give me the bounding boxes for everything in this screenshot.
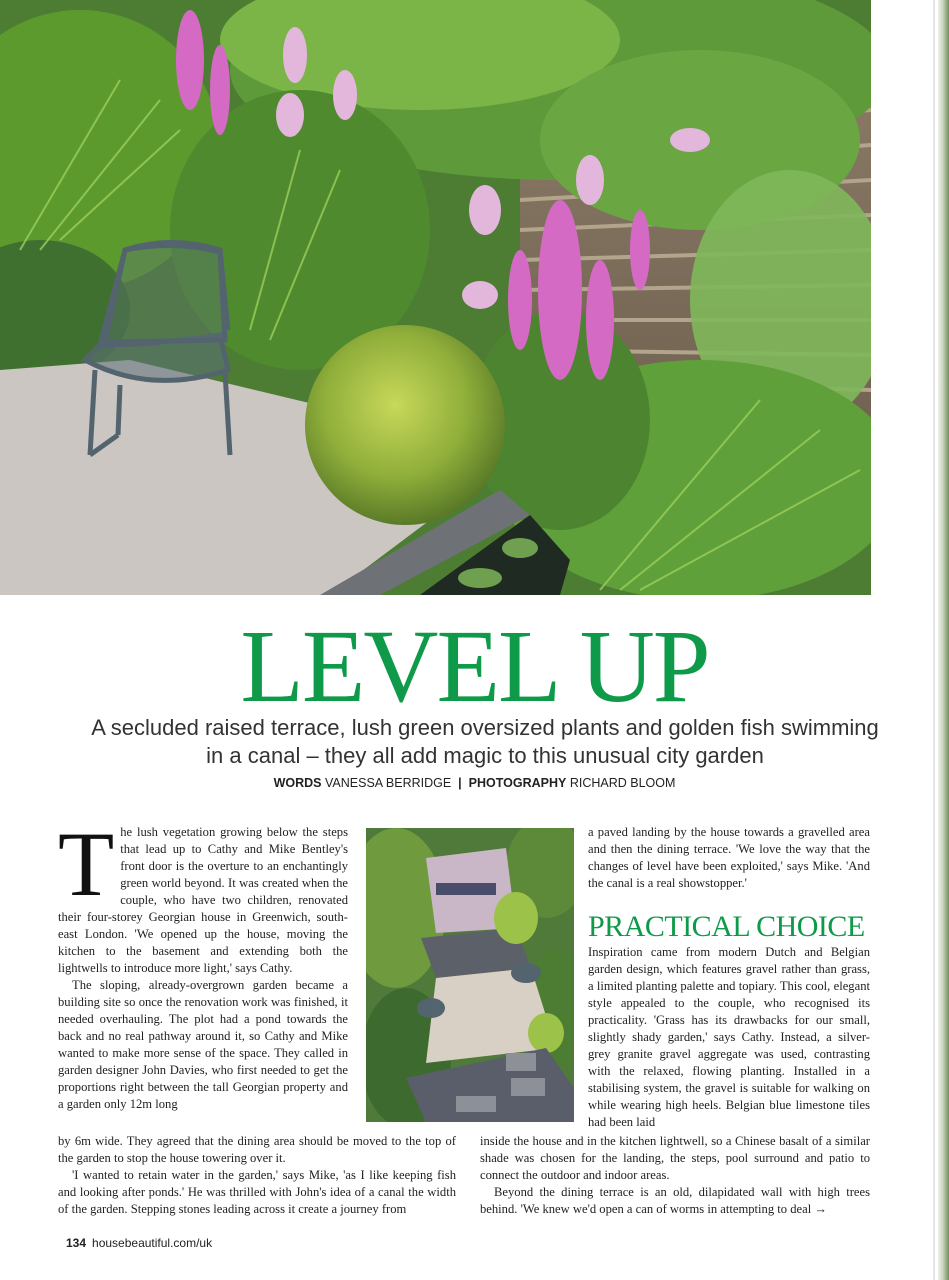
- paragraph-6-text: Beyond the dining terrace is an old, dilapidated wall with high trees behind. 'We knew we'd open a can of worms in attempting to deal: [480, 1185, 870, 1216]
- paragraph-5: Inspiration came from modern Dutch and Belgian garden design, which features gravel rather than grass, a limited planting palette and topiary. This cool, elegant style appealed to the couple, who recognised its practicality. 'Grass has its drawbacks for our small, slightly shady garden,' says Cathy. Instead, a silver-grey granite gravel aggregate was used, contrasting with the relaxed, flowing planting. Installed in a stabilising system, the gravel is suitable for walking on while wearing high heels. Belgian blue limestone tiles had been laid: [588, 945, 870, 1129]
- article-title: LEVEL UP: [240, 609, 709, 724]
- garden-illustration: [0, 0, 871, 595]
- page-number: 134: [66, 1236, 87, 1250]
- column-1-lower: [58, 1133, 456, 1218]
- photo-name: RICHARD BLOOM: [569, 776, 676, 790]
- byline: [0, 776, 949, 790]
- inset-photo: [366, 828, 574, 1122]
- words-label: WORDS: [273, 776, 322, 790]
- column-3-lower: [480, 1133, 870, 1218]
- hero-photo: [0, 0, 871, 595]
- drop-cap: T: [58, 813, 115, 915]
- garden-aerial-illustration: [366, 828, 574, 1122]
- topiary-ball: [305, 325, 505, 525]
- column-3: [588, 824, 870, 1131]
- paragraph-6: [480, 1184, 870, 1218]
- paragraph-3: 'I wanted to retain water in the garden,' says Mike, 'as I like keeping fish and looking after ponds.' He was thrilled with John's idea of a canal the width of the garden. Stepping stones leading across it create a journey from: [58, 1168, 456, 1216]
- credits-separator: |: [458, 776, 462, 790]
- paragraph-2-continued: by 6m wide. They agreed that the dining area should be moved to the top of the garden to stop the house towering over it.: [58, 1134, 456, 1165]
- words-name: VANESSA BERRIDGE: [325, 776, 452, 790]
- page-footer: [66, 1236, 212, 1250]
- paragraph-5-continued: inside the house and in the kitchen lightwell, so a Chinese basalt of a similar shade was chosen for the landing, the steps, pool surround and patio to connect the outdoor and indoor areas.: [480, 1134, 870, 1182]
- continue-arrow-icon: →: [814, 1202, 827, 1216]
- footer-url: housebeautiful.com/uk: [92, 1236, 213, 1250]
- paragraph-2: The sloping, already-overgrown garden became a building site so once the renovation work was finished, it needed overhauling. The plot had a pond towards the back and no real pathway around it, so Cathy and Mike wanted to make more sense of the space. They called in garden designer John Davies, who first needed to get the proportions right between the tall Georgian property and a garden only 12m long: [58, 978, 348, 1111]
- paragraph-1: he lush vegetation growing below the steps that lead up to Cathy and Mike Bentley's front door is the overture to an enchantingly green world beyond. It was created when the couple, who have two children, renovated their four-storey Georgian house in Greenwich, south-east London. 'We opened up the house, moving the kitchen to the basement and extending both the lightwells to introduce more light,' says Cathy.: [58, 825, 348, 975]
- subheading: PRACTICAL CHOICE: [588, 910, 865, 943]
- paragraph-4: a paved landing by the house towards a gravelled area and then the dining terrace. 'We love the way that the changes of level have been exploited,' says Mike. 'And the canal is a real showstopper.': [588, 825, 870, 890]
- photo-label: PHOTOGRAPHY: [468, 776, 567, 790]
- column-1: [58, 813, 348, 1113]
- standfirst: A secluded raised terrace, lush green oversized plants and golden fish swimming in a canal – they all add magic to this unusual city garden: [91, 715, 879, 768]
